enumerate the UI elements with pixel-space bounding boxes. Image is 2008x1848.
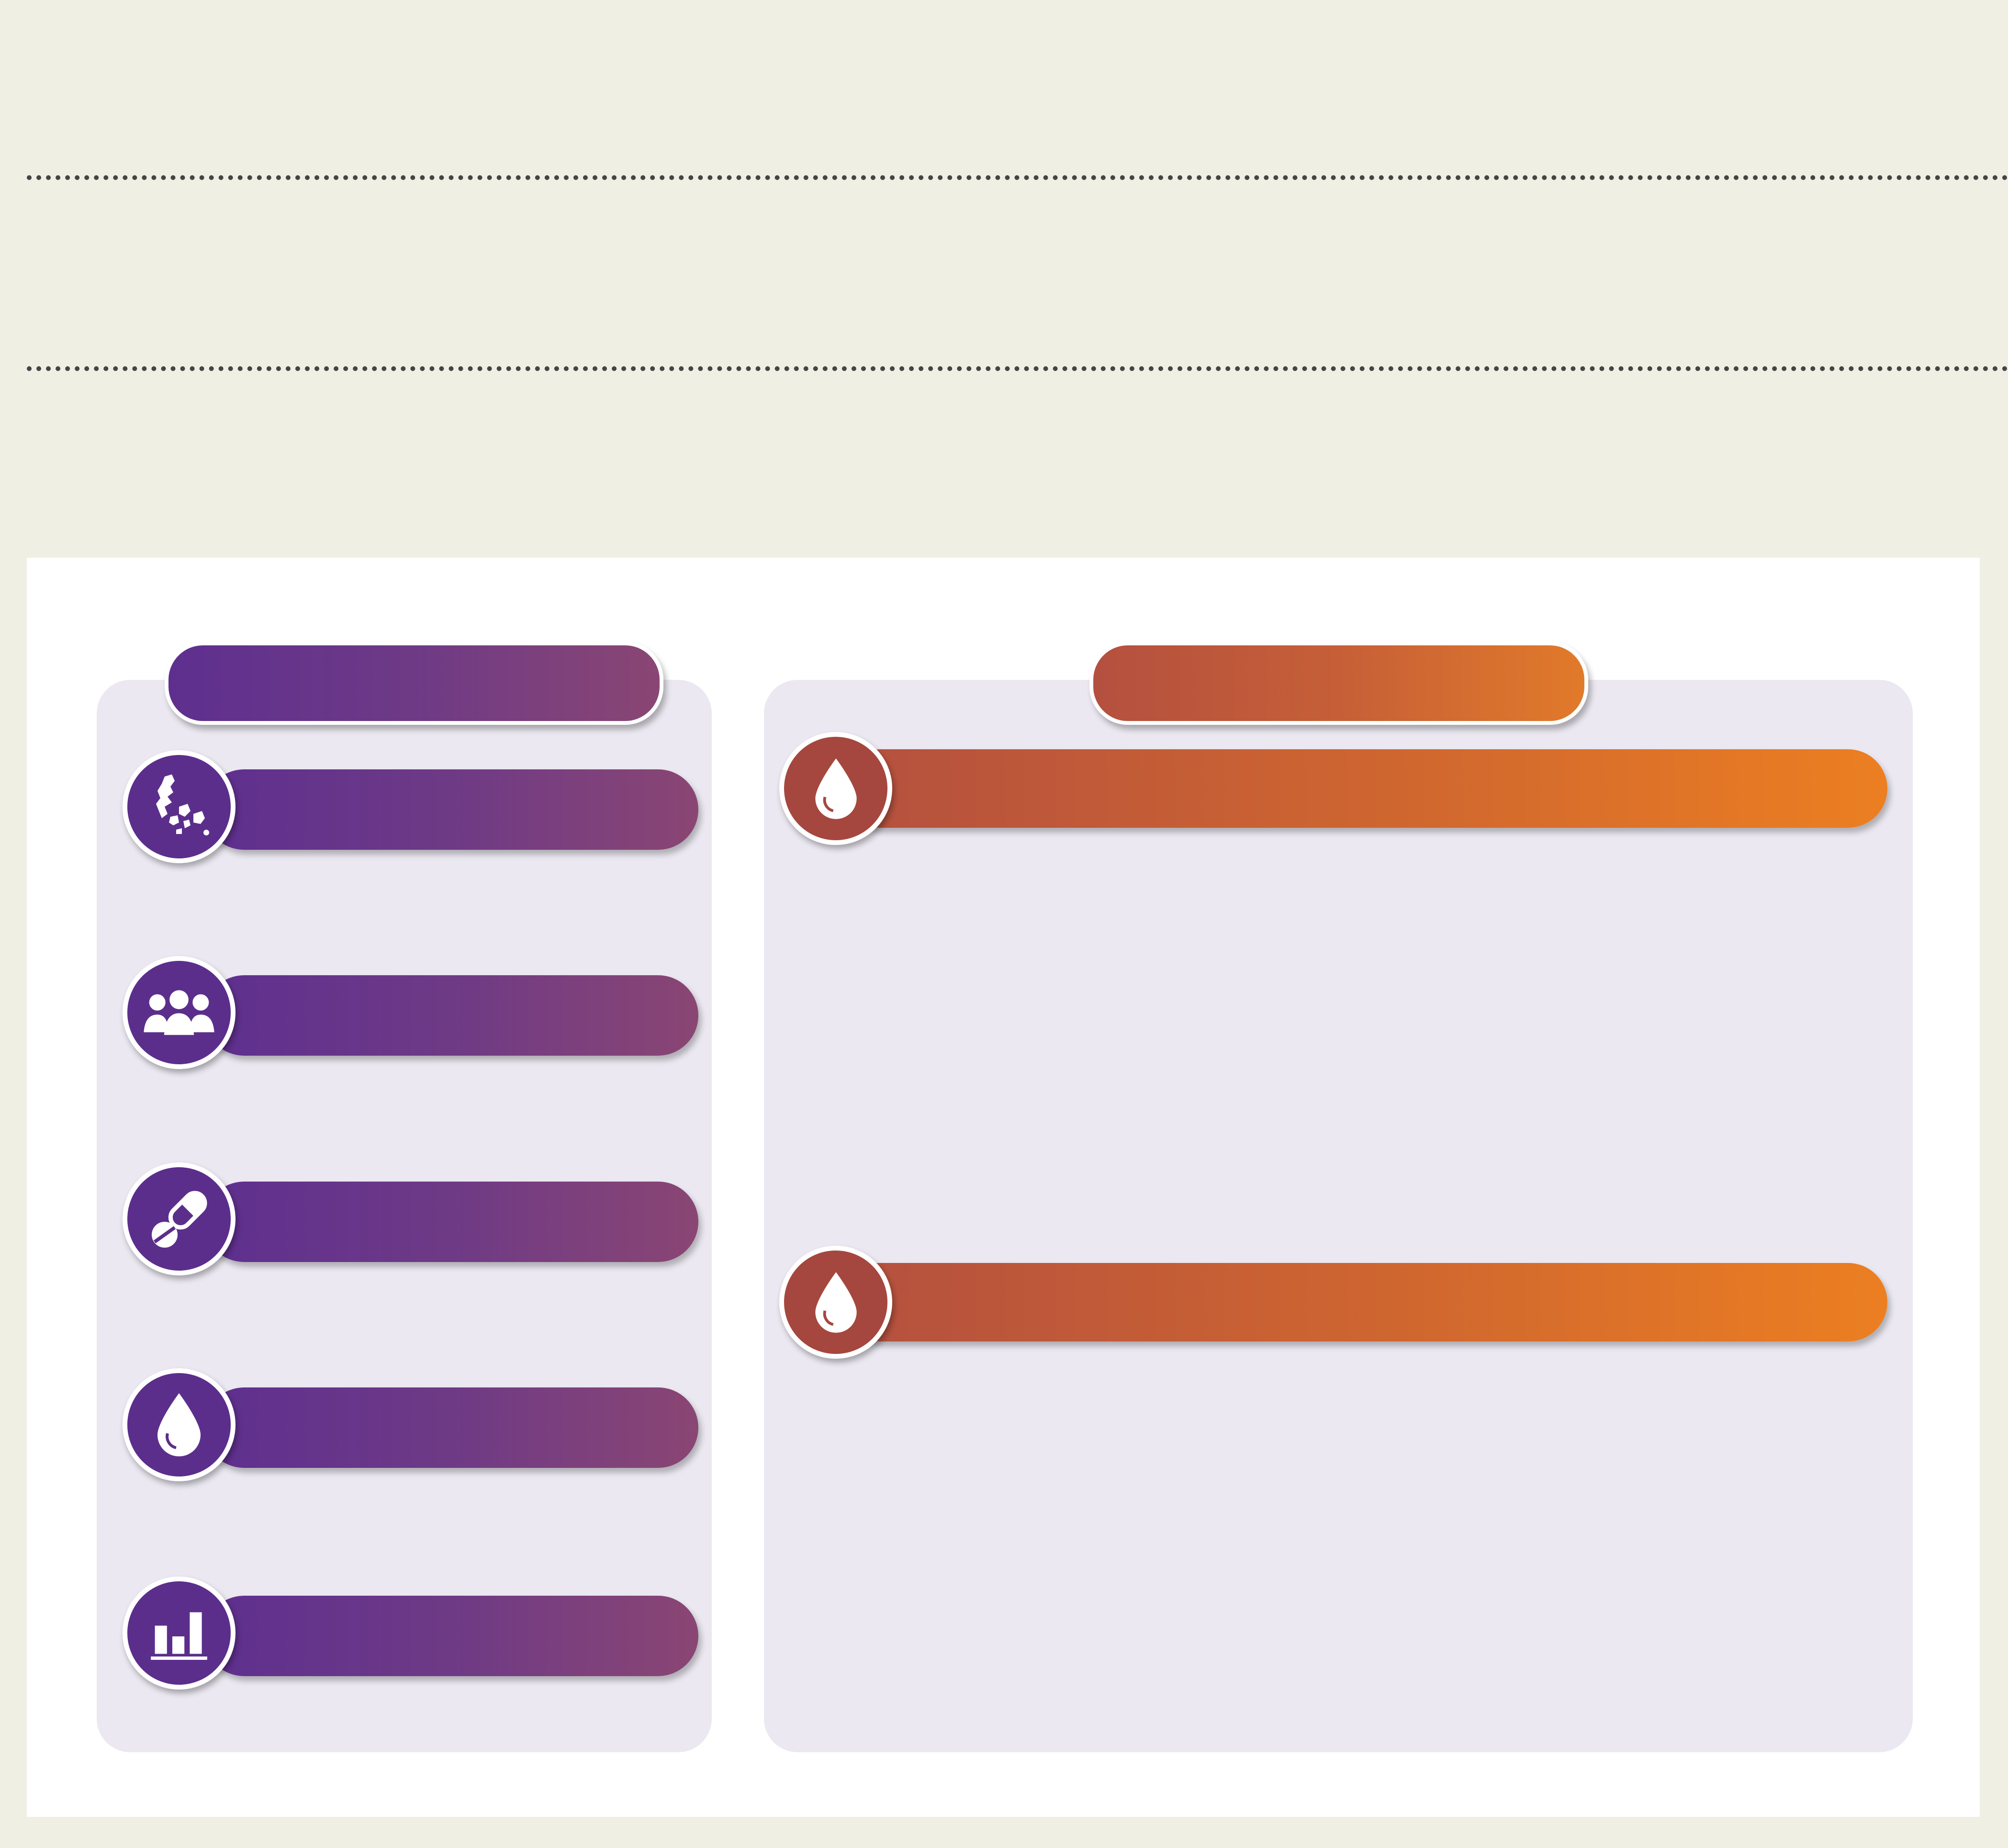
method-cohort-desc xyxy=(123,1072,687,1113)
key-question-text xyxy=(27,13,1981,63)
results-title xyxy=(1089,642,1588,725)
method-exposure-pill xyxy=(204,1182,698,1262)
take-home-section xyxy=(27,390,1981,393)
key-finding-text xyxy=(27,203,1981,253)
forest-plot-overall xyxy=(766,852,1905,1254)
blood-drop-icon xyxy=(779,1246,892,1359)
blood-drop-icon xyxy=(779,732,892,845)
bar-chart-icon xyxy=(123,1577,236,1690)
section-divider xyxy=(27,175,2008,180)
results-section1-bar xyxy=(841,749,1887,828)
methods-title xyxy=(165,642,663,725)
people-group-icon xyxy=(123,956,236,1069)
section-divider xyxy=(27,366,2008,371)
method-cohort-pill xyxy=(204,975,698,1056)
method-analysis-pill xyxy=(204,1596,698,1676)
method-setting-pill xyxy=(204,769,698,850)
method-outcome-pill xyxy=(204,1387,698,1468)
method-outcome-desc xyxy=(123,1484,687,1524)
key-finding-section xyxy=(27,200,1981,253)
key-question-section xyxy=(27,11,1981,63)
results-section2-bar xyxy=(841,1263,1887,1341)
denmark-map-icon xyxy=(123,750,236,863)
pill-icon xyxy=(123,1162,236,1275)
blood-drop-icon xyxy=(123,1368,236,1481)
forest-plot-site-specific xyxy=(766,1364,1905,1771)
